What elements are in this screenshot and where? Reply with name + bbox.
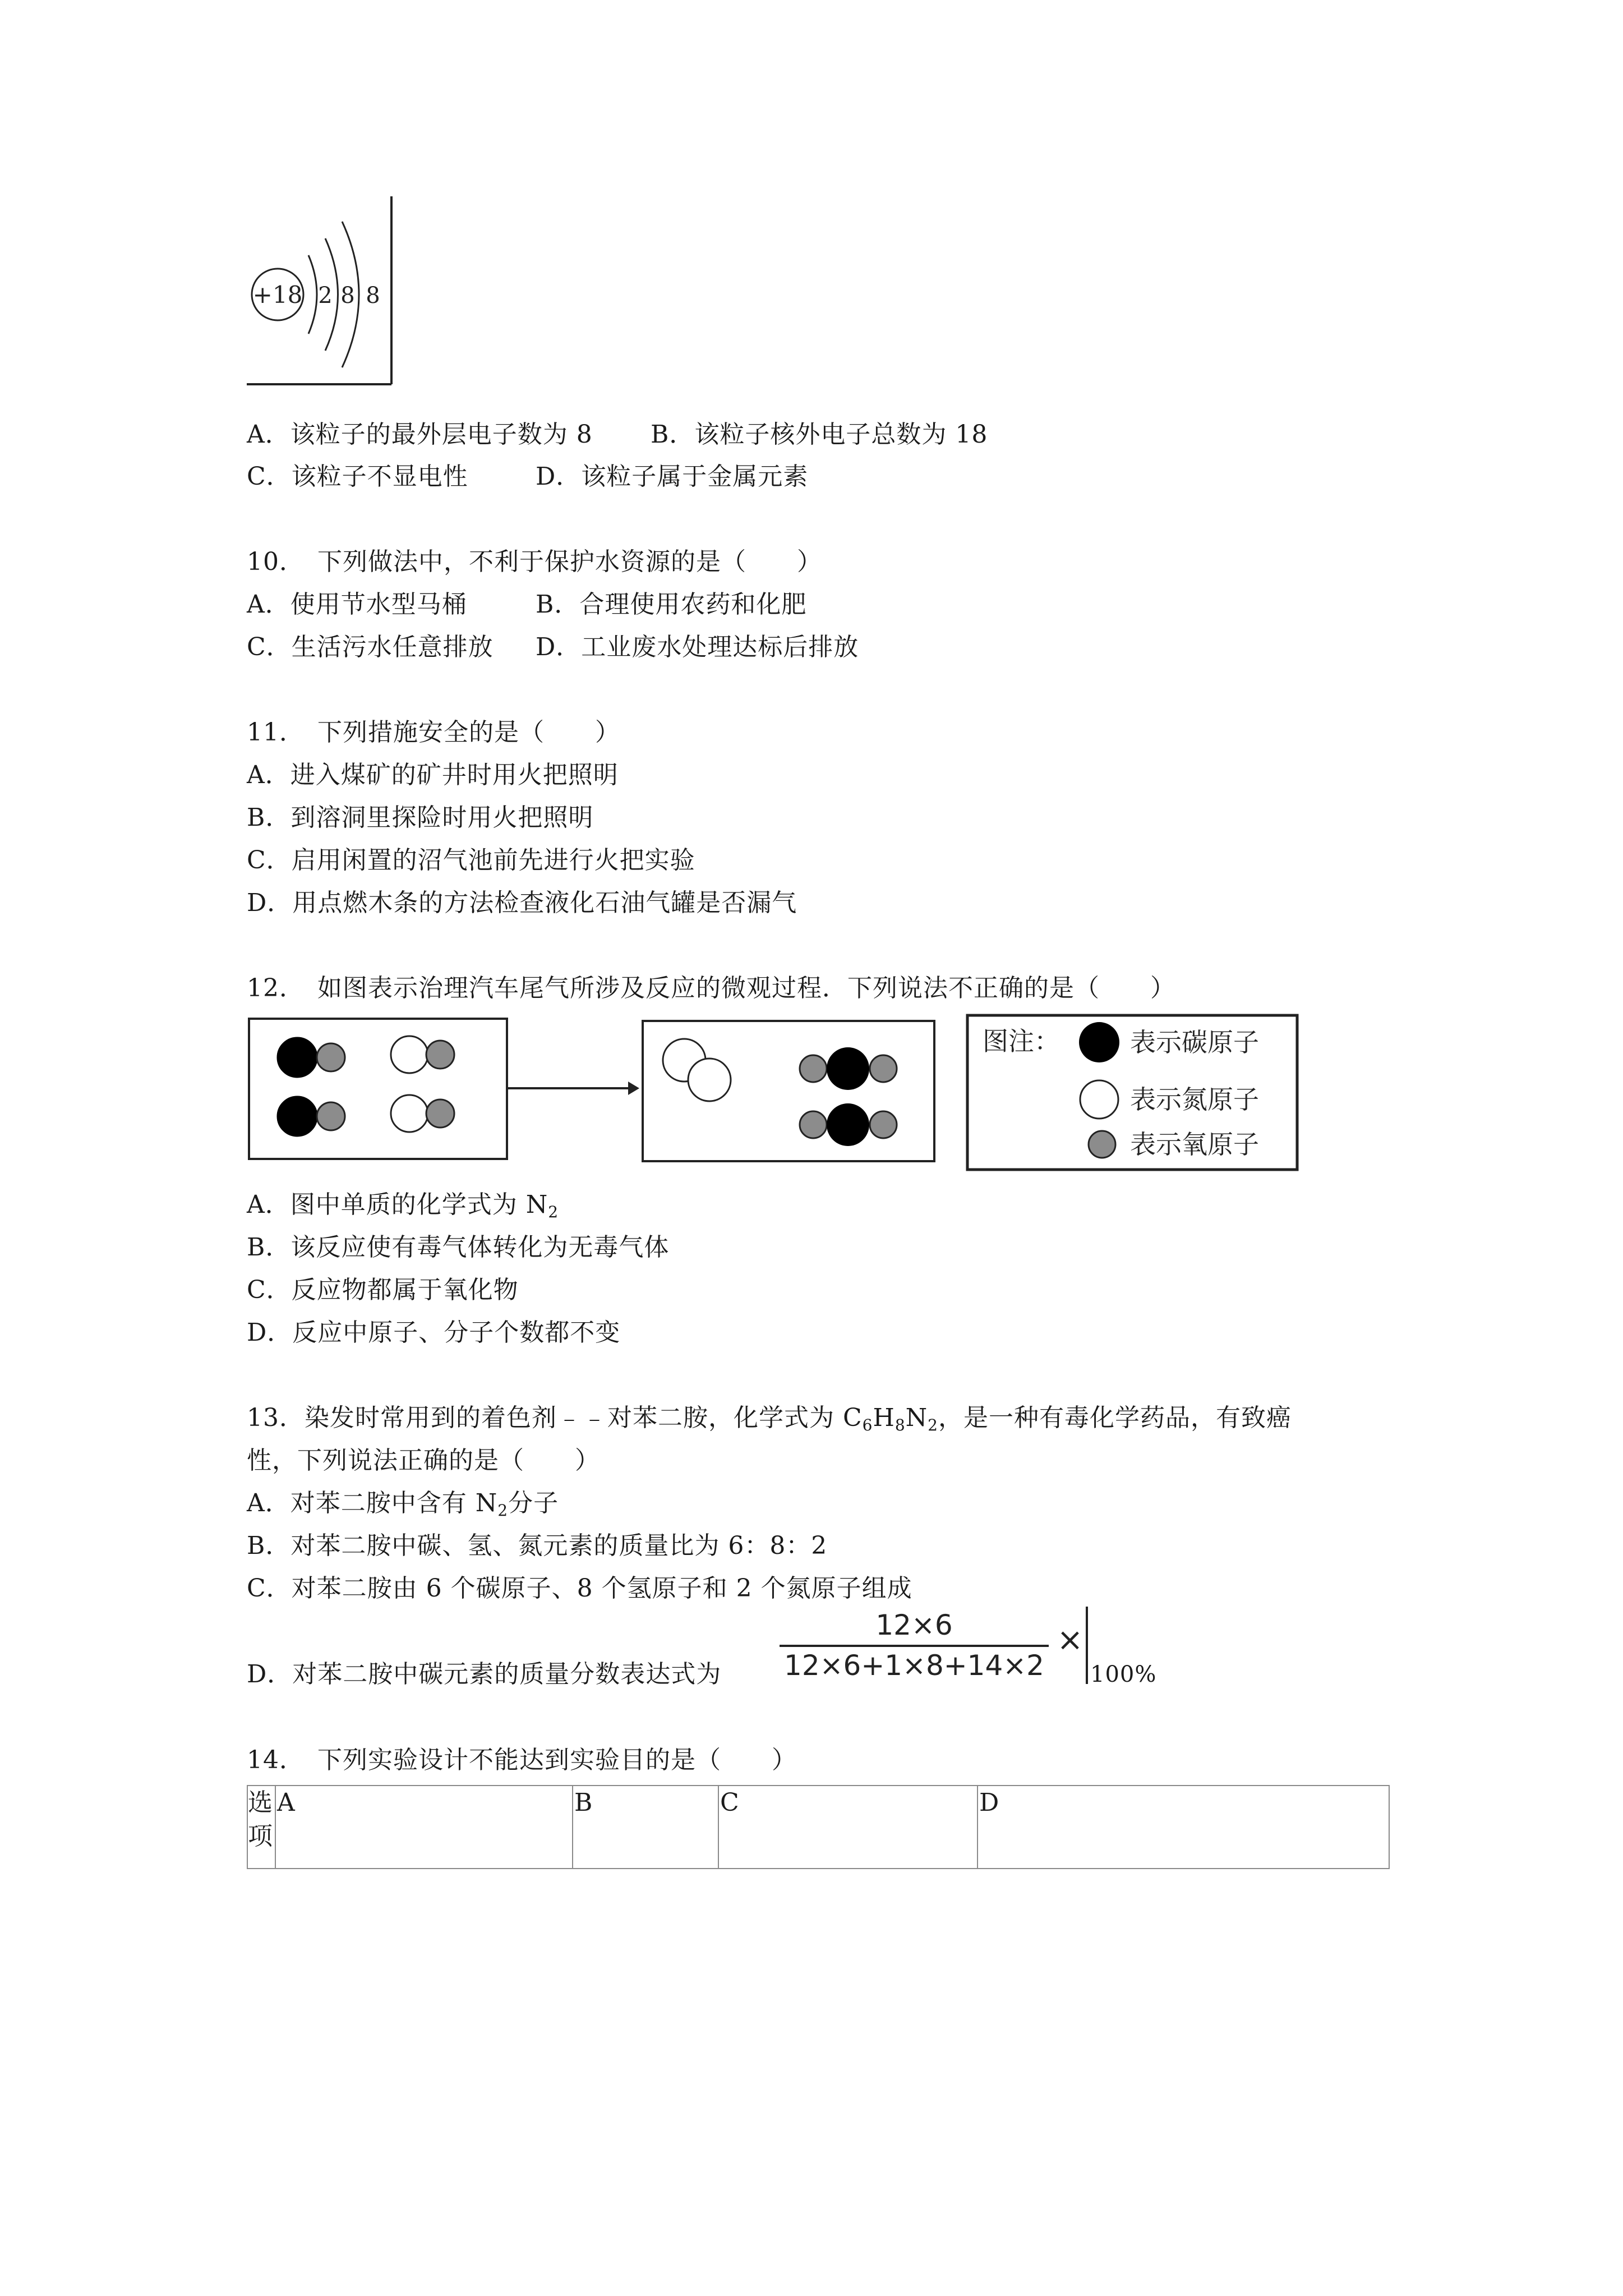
q12-option-a [247, 1188, 559, 1222]
carbon-atom [278, 1097, 317, 1136]
oxygen-atom [426, 1041, 454, 1069]
q14-options-table [247, 1785, 1390, 1869]
q13-option-c: C．对苯二胺由 6 个碳原子、8 个氢原子和 2 个氮原子组成 [247, 1574, 912, 1603]
mass-fraction-expression [780, 1605, 1094, 1690]
q10-stem: 10． 下列做法中，不利于保护水资源的是（ ） [247, 547, 822, 576]
table-header-c: C [718, 1786, 978, 1869]
q11-option-b: B．到溶洞里探险时用火把照明 [247, 803, 594, 832]
q12-option-a-text: A．图中单质的化学式为 N [247, 1190, 548, 1219]
q9-option-d: D．该粒子属于金属元素 [536, 462, 809, 491]
q9-option-b: B．该粒子核外电子总数为 18 [651, 420, 988, 449]
q13-option-a-suffix: 分子 [508, 1489, 559, 1517]
q13-stem-part-d: ，是一种有毒化学药品，有致癌 [938, 1404, 1292, 1432]
carbon-atom [278, 1038, 317, 1077]
q13-stem-line2: 性，下列说法正确的是（ ） [247, 1446, 600, 1475]
q10-option-d: D．工业废水处理达标后排放 [536, 633, 859, 661]
q12-option-d: D．反应中原子、分子个数都不变 [247, 1318, 621, 1347]
nitrogen-atom [391, 1095, 428, 1132]
q9-option-a: A．该粒子的最外层电子数为 8 [247, 420, 593, 449]
q11-option-d: D．用点燃木条的方法检查液化石油气罐是否漏气 [247, 889, 797, 917]
reaction-diagram [247, 1010, 1301, 1172]
table-header-a: A [275, 1786, 573, 1869]
q13-stem-part-c: N [905, 1404, 928, 1432]
nitrogen-atom [688, 1059, 731, 1101]
q12-option-b: B．该反应使有毒气体转化为无毒气体 [247, 1233, 670, 1262]
q13-stem-sub-3: 2 [928, 1416, 938, 1434]
q13-option-d-percent: 100% [1090, 1662, 1157, 1687]
legend-nitrogen-label: 表示氮原子 [1130, 1084, 1259, 1115]
legend-title: 图注： [983, 1026, 1060, 1056]
q13-stem-line1 [247, 1401, 1292, 1435]
q10-option-b: B．合理使用农药和化肥 [536, 590, 807, 619]
q11-stem: 11． 下列措施安全的是（ ） [247, 718, 620, 747]
q10-option-a: A．使用节水型马桶 [247, 590, 467, 619]
q13-option-d: D．对苯二胺中碳元素的质量分数表达式为 [247, 1660, 722, 1688]
atom-structure-diagram [241, 194, 404, 387]
q13-option-a [247, 1487, 559, 1520]
oxygen-atom [317, 1043, 345, 1071]
fraction-denominator: 12×6+1×8+14×2 [784, 1649, 1044, 1682]
legend-nitrogen-swatch [1080, 1080, 1118, 1119]
shell-count-1: 2 [318, 283, 333, 309]
oxygen-atom [800, 1111, 827, 1138]
legend-carbon-swatch [1079, 1022, 1119, 1062]
q13-stem-part-a: 13．染发时常用到的着色剂﹣﹣对苯二胺，化学式为 C [247, 1404, 863, 1432]
legend-carbon-label: 表示碳原子 [1130, 1027, 1259, 1057]
oxygen-atom [317, 1102, 345, 1130]
q11-option-c: C．启用闲置的沼气池前先进行火把实验 [247, 846, 695, 875]
legend-oxygen-swatch [1089, 1131, 1115, 1158]
oxygen-atom [800, 1055, 827, 1082]
fraction-times-sign: × [1057, 1622, 1083, 1658]
legend-oxygen-label: 表示氧原子 [1130, 1129, 1259, 1159]
shell-count-2: 8 [340, 283, 355, 309]
table-row [247, 1786, 1389, 1869]
reaction-arrowhead [628, 1082, 639, 1095]
q9-option-c: C．该粒子不显电性 [247, 462, 468, 491]
electron-shell-1 [308, 255, 317, 334]
fraction-numerator: 12×6 [875, 1609, 953, 1641]
nitrogen-atom [391, 1036, 428, 1073]
oxygen-atom [870, 1111, 897, 1138]
oxygen-atom [870, 1055, 897, 1082]
oxygen-atom [426, 1099, 454, 1128]
q12-stem: 12． 如图表示治理汽车尾气所涉及反应的微观过程．下列说法不正确的是（ ） [247, 974, 1175, 1002]
table-header-d: D [978, 1786, 1389, 1869]
table-header-b: B [573, 1786, 718, 1869]
q13-stem-sub-1: 6 [862, 1416, 873, 1434]
q12-option-c: C．反应物都属于氧化物 [247, 1276, 519, 1304]
nucleus-charge: +18 [252, 281, 303, 309]
q14-stem: 14． 下列实验设计不能达到实验目的是（ ） [247, 1746, 797, 1774]
q13-stem-sub-2: 8 [895, 1416, 906, 1434]
q11-option-a: A．进入煤矿的矿井时用火把照明 [247, 761, 619, 789]
q13-stem-part-b: H [873, 1404, 895, 1432]
carbon-atom [827, 1103, 869, 1146]
q12-option-a-subscript: 2 [548, 1203, 559, 1221]
q10-option-c: C．生活污水任意排放 [247, 633, 494, 661]
q13-option-b: B．对苯二胺中碳、氢、氮元素的质量比为 6：8：2 [247, 1531, 828, 1560]
carbon-atom [827, 1047, 869, 1090]
shell-count-3: 8 [366, 283, 380, 309]
table-header-option: 选项 [247, 1786, 275, 1869]
q13-option-a-subscript: 2 [497, 1501, 509, 1520]
q13-option-a-text: A．对苯二胺中含有 N [247, 1489, 498, 1517]
